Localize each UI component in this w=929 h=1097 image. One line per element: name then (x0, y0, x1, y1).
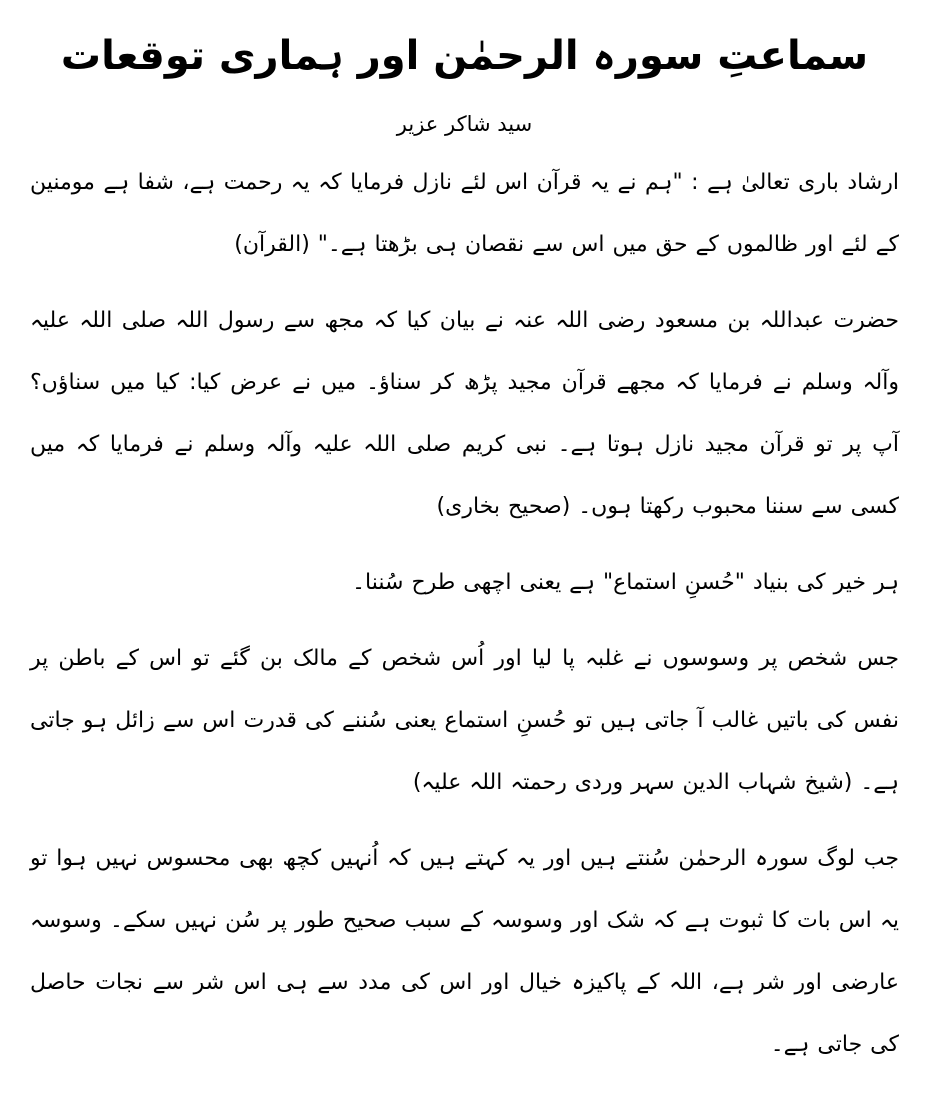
author-name: سید شاکر عزیر (396, 112, 533, 136)
paragraph-hadith-bukhari: حضرت عبداللہ بن مسعود رضی اللہ عنہ نے بیان کیا کہ مجھ سے رسول اللہ صلی اللہ علیہ وآلہ وسلم نے فرمایا کہ مجھے قرآن مجید پڑھ کر سناؤ۔ میں نے عرض کیا: کیا میں سناؤں؟ آپ پر تو قرآن مجید نازل ہوتا ہے۔ نبی کریم صلی اللہ علیہ وآلہ وسلم نے فرمایا کہ میں کسی سے سننا محبوب رکھتا ہوں۔ (صحیح بخاری) (30, 307, 899, 519)
document-body (30, 152, 899, 1076)
paragraph-husn-istima: ہر خیر کی بنیاد "حُسنِ استماع" ہے یعنی اچھی طرح سُننا۔ (352, 569, 899, 595)
paragraph-quran-quote: ارشاد باری تعالیٰ ہے : "ہم نے یہ قرآن اس لئے نازل فرمایا کہ یہ رحمت ہے، شفا ہے مومنین کے لئے اور ظالموں کے حق میں اس سے نقصان ہی بڑھتا ہے۔" (القرآن) (30, 169, 899, 257)
paragraph-surah-rahman-listening: جب لوگ سورہ الرحمٰن سُنتے ہیں اور یہ کہتے ہیں کہ اُنہیں کچھ بھی محسوس نہیں ہوا تو یہ اس بات کا ثبوت ہے کہ شک اور وسوسہ کے سبب صحیح طور پر سُن نہیں سکے۔ وسوسہ عارضی اور شر ہے، اللہ کے پاکیزہ خیال اور اس کی مدد سے ہی اس شر سے نجات حاصل کی جاتی ہے۔ (30, 846, 899, 1058)
page-title: سماعتِ سورہ الرحمٰن اور ہماری توقعات (60, 33, 869, 79)
paragraph-sheikh-suhrawardi-quote: جس شخص پر وسوسوں نے غلبہ پا لیا اور اُس شخص کے مالک بن گئے تو اس کے باطن پر نفس کی باتیں غالب آ جاتی ہیں تو حُسنِ استماع یعنی سُننے کی قدرت اس سے زائل ہو جاتی ہے۔ (شیخ شہاب الدین سہر وردی رحمتہ اللہ علیہ) (30, 646, 899, 796)
